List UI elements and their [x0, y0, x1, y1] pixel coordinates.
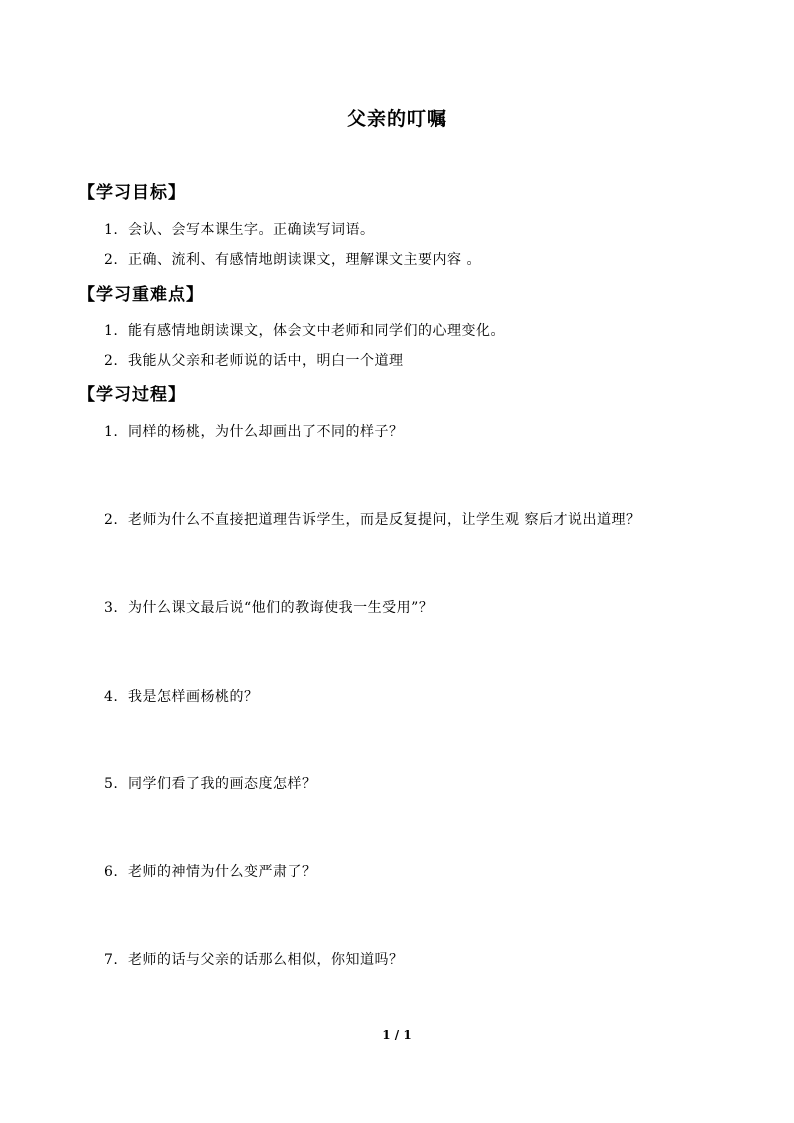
item-text: 同样的杨桃，为什么却画出了不同的样子？ [128, 424, 404, 440]
item-text: 能有感情地朗读课文，体会文中老师和同学们的心理变化。 [128, 323, 505, 339]
page-title: 父亲的叮嘱 [346, 108, 447, 130]
question-item [104, 686, 259, 706]
item-number: 4. [104, 689, 119, 705]
section-heading-process: 【学习过程】 [78, 385, 186, 405]
question-item [104, 509, 640, 529]
item-text: 正确、流利、有感情地朗读课文，理解课文主要内容 。 [128, 252, 481, 268]
item-text: 老师的话与父亲的话那么相似，你知道吗？ [128, 952, 404, 968]
question-item [104, 421, 404, 441]
item-number: 5. [104, 776, 119, 792]
section-heading-key-points: 【学习重难点】 [78, 285, 204, 305]
question-item [104, 949, 404, 969]
item-text: 同学们看了我的画态度怎样？ [128, 776, 317, 792]
item-text: 老师的神情为什么变严肃了？ [128, 864, 317, 880]
section-heading-objectives: 【学习目标】 [78, 183, 186, 203]
question-item [104, 597, 433, 617]
question-item [104, 861, 317, 881]
item-number: 2. [104, 252, 119, 268]
item-number: 1. [104, 424, 119, 440]
item-number: 7. [104, 952, 119, 968]
item-number: 6. [104, 864, 119, 880]
item-number: 2. [104, 512, 119, 528]
item-number: 3. [104, 600, 119, 616]
item-number: 1. [104, 222, 119, 238]
item-number: 1. [104, 323, 119, 339]
list-item [104, 320, 505, 340]
question-item [104, 773, 317, 793]
item-text: 会认、会写本课生字。正确读写词语。 [128, 222, 375, 238]
item-text: 老师为什么不直接把道理告诉学生，而是反复提问，让学生观 察后才说出道理？ [128, 512, 641, 528]
item-text: 我能从父亲和老师说的话中，明白一个道理 [128, 353, 404, 369]
item-text: 为什么课文最后说“他们的教诲使我一生受用”？ [128, 600, 434, 616]
item-text: 我是怎样画杨桃的？ [128, 689, 259, 705]
list-item [104, 249, 481, 269]
list-item [104, 219, 375, 239]
page-number: 1 / 1 [382, 1028, 412, 1042]
list-item [104, 350, 404, 370]
item-number: 2. [104, 353, 119, 369]
